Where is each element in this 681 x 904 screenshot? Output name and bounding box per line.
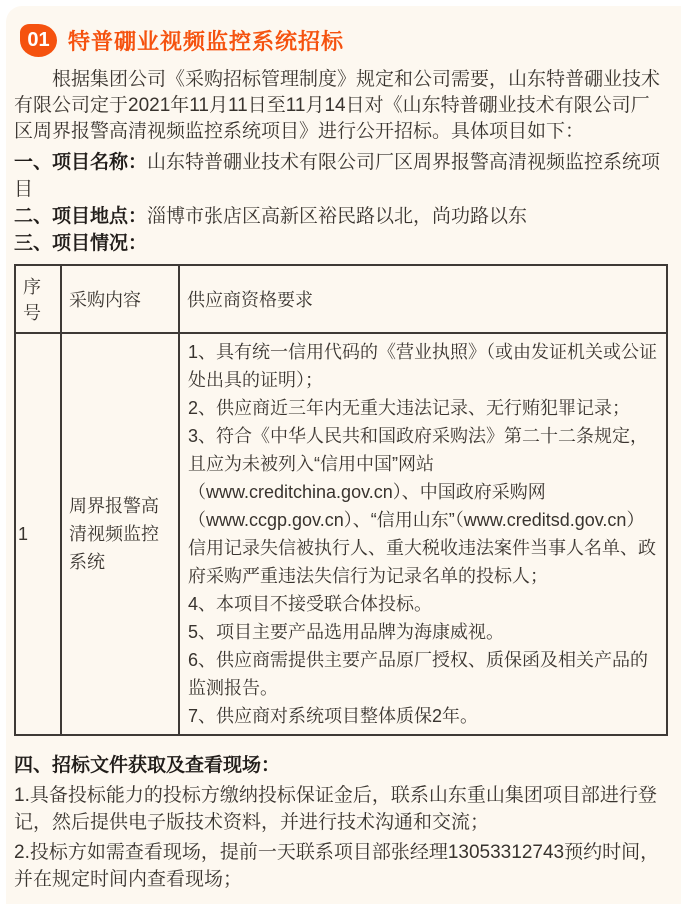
requirement-item-5: 5、项目主要产品选用品牌为海康威视。 xyxy=(188,622,505,642)
requirement-item-7: 7、供应商对系统项目整体质保2年。 xyxy=(188,706,479,726)
requirement-item-4: 4、本项目不接受联合体投标。 xyxy=(188,594,433,614)
article-panel xyxy=(6,6,681,904)
table-header-row xyxy=(15,265,667,333)
project-name-label: 一、项目名称： xyxy=(14,152,148,173)
section-number-badge: 01 xyxy=(20,24,57,57)
page-title: 特普硼业视频监控系统招标 xyxy=(68,29,345,54)
article-header xyxy=(20,24,668,57)
project-location-value: 淄博市张店区高新区裕民路以北，尚功路以东 xyxy=(147,206,528,227)
table-row xyxy=(15,333,667,735)
project-location-line xyxy=(14,203,668,230)
section4-paragraph-1: 1.具备投标能力的投标方缴纳投标保证金后，联系山东重山集团项目部进行登记，然后提供电子版技术资料，并进行技术沟通和交流； xyxy=(14,785,657,833)
row-supplier-requirements xyxy=(179,333,667,735)
project-situation-line xyxy=(14,230,668,257)
section4-heading: 四、招标文件获取及查看现场： xyxy=(14,755,281,776)
table-header-requirements: 供应商资格要求 xyxy=(179,265,667,333)
section4-paragraph-2: 2.投标方如需查看现场，提前一天联系项目部张经理13053312743预约时间，并在规定时间内查看现场； xyxy=(14,842,660,890)
project-name-line xyxy=(14,149,668,203)
project-table xyxy=(14,264,668,736)
project-name-value: 山东特普硼业技术有限公司厂区周界报警高清视频监控系统项目 xyxy=(14,152,661,200)
requirement-item-2: 2、供应商近三年内无重大违法记录、无行贿犯罪记录； xyxy=(188,398,631,418)
requirement-item-1: 1、具有统一信用代码的《营业执照》（或由发证机关或公证处出具的证明）； xyxy=(188,342,658,390)
intro-paragraph: 根据集团公司《采购招标管理制度》规定和公司需要，山东特普硼业技术有限公司定于2021年11月11日至11月14日对《山东特普硼业技术有限公司厂区周界报警高清视频监控系统项目》进行公开招标。具体项目如下： xyxy=(14,69,661,142)
requirement-item-3: 3、符合《中华人民共和国政府采购法》第二十二条规定，且应为未被列入“信用中国”网站（www.creditchina.gov.cn）、中国政府采购网（www.ccgp.gov.cn）、“信用山东”（www.creditsd.gov.cn）信用记录失信被执行人、重大税收违法案件当事人名单、政府采购严重违法失信行为记录名单的投标人； xyxy=(188,426,656,586)
table-header-content: 采购内容 xyxy=(61,265,179,333)
project-situation-label: 三、项目情况： xyxy=(14,233,148,254)
row-serial-number: 1 xyxy=(15,333,61,735)
requirement-item-6: 6、供应商需提供主要产品原厂授权、质保函及相关产品的监测报告。 xyxy=(188,650,649,698)
project-location-label: 二、项目地点： xyxy=(14,206,148,227)
table-header-no: 序号 xyxy=(15,265,61,333)
row-procurement-content: 周界报警高清视频监控系统 xyxy=(61,333,179,735)
